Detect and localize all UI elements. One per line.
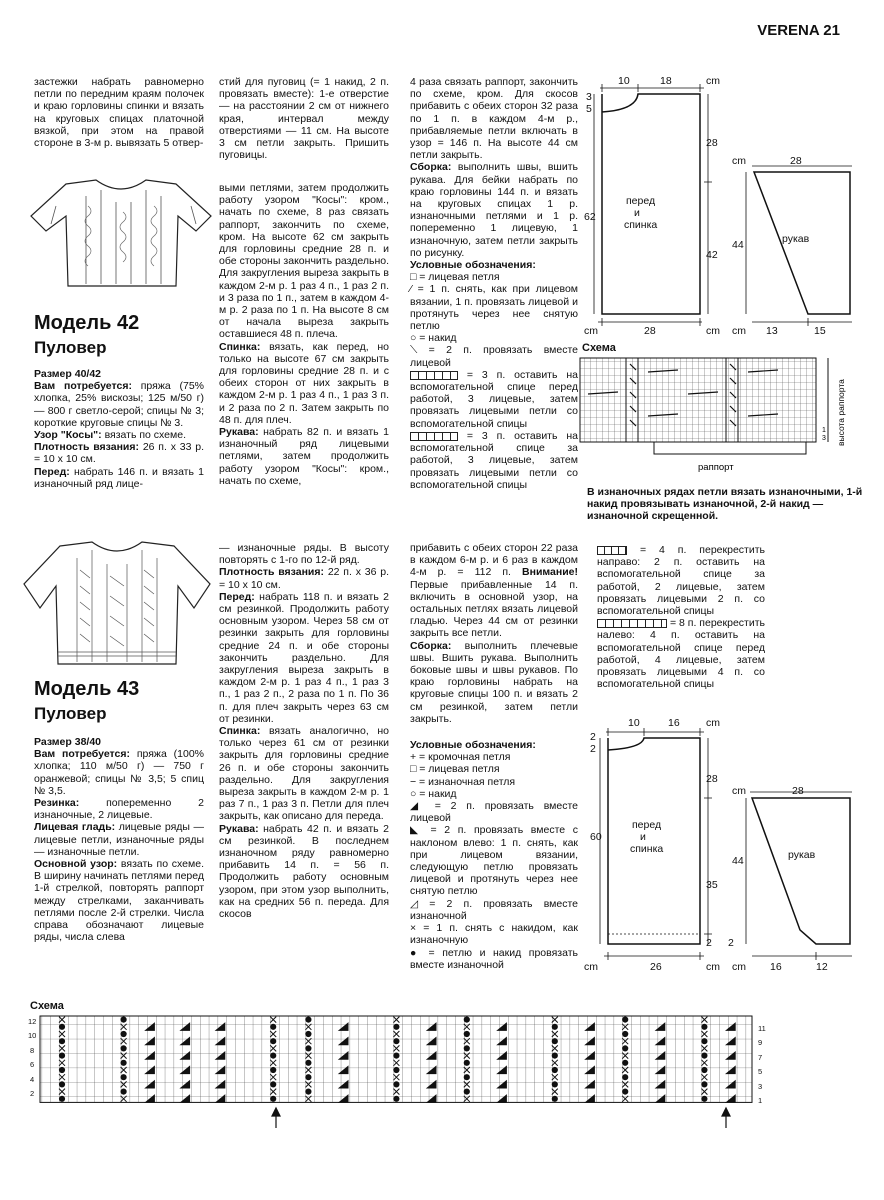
cable-right-icon — [410, 371, 458, 380]
purl-together-mark — [394, 1024, 399, 1029]
purl-together-mark — [623, 1017, 628, 1022]
m42-assembly-label: Сборка: — [410, 161, 452, 174]
m43-legend-8: ● = петлю и накид провязать вместе изнаночной — [410, 946, 578, 971]
m42-sleeve-label: Рукава: — [219, 426, 259, 439]
m43-row-7: 7 — [758, 1053, 763, 1062]
m43-schematic — [582, 712, 882, 974]
purl-together-mark — [306, 1075, 311, 1080]
m42-dim-5: 5 — [586, 103, 592, 115]
m43-row-8: 8 — [30, 1046, 35, 1055]
m42-pattern-label: Узор "Косы": — [34, 429, 102, 442]
m43-dim-2c: 2 — [706, 937, 712, 949]
m42-scheme-bottom-label: раппорт — [698, 462, 734, 473]
m42-col2-top: стий для пуговиц (= 1 накид, 2 п. провязать вместе): 1-е отверстие — на расстоянии 2 см от нижнего края, интервал между отверстиями — 11 см. На высоте 3 см петли закрыть. Пришить пуговицы. — [219, 76, 389, 162]
m42-sleeve-label: рукав — [782, 233, 810, 245]
m42-front-label-2: и — [634, 207, 640, 219]
purl-together-mark — [623, 1031, 628, 1036]
purl-together-mark — [702, 1039, 707, 1044]
m43-row-3: 3 — [758, 1082, 763, 1091]
m43-legend-title: Условные обозначения: — [410, 739, 536, 752]
m42-dim-3: 3 — [586, 91, 592, 103]
m43-front-label: Перед: — [219, 590, 255, 603]
m43-sleeve-cont: прибавить с обеих сторон 22 раза в каждом 6-м р. и 6 раз в каждом 4-м р. = 112 п. — [410, 542, 578, 579]
m43-front-label-3: спинка — [630, 843, 664, 855]
m43-legend-3: ○ = накид — [410, 787, 457, 800]
purl-together-mark — [464, 1075, 469, 1080]
m43-row-10: 10 — [28, 1031, 37, 1040]
m43-rib-label: Резинка: — [34, 797, 80, 810]
m43-row-1: 1 — [758, 1096, 763, 1105]
purl-together-mark — [394, 1067, 399, 1072]
m43-row-5: 5 — [758, 1067, 763, 1076]
m43-dim-2a: 2 — [590, 731, 596, 743]
magazine-title: VERENA 21 — [757, 22, 840, 39]
m43-row-2: 2 — [30, 1089, 35, 1098]
m43-row-12: 12 — [28, 1017, 37, 1026]
m43-assembly-text: выполнить плечевые швы. Вшить рукава. Выполнить боковые швы и швы рукавов. По краю горловины набрать на круговые спицы 100 п. и вязать 2 см резинкой, затем петли закрыть. — [410, 639, 578, 725]
m43-back-text: вязать аналогично, но только через 61 см от резинки закрыть для горловины средние 26 п. и обе стороны закончить раздельно. Для закругления выреза закрыть в каждом 2-м р. 1 раз 7 п., 1 раз 3 п. Петли для плеч закрыть, как описано для переда. — [219, 725, 390, 823]
m42-sleeve-cont: 4 раза связать раппорт, закончить по схеме, кром. Для скосов прибавить с обеих сторон 32 раза по 1 п. в каждом 4-м р., прибавляемые петли включать в узор = 146 п. На высоте 44 см петли закрыть. — [410, 76, 578, 162]
m42-legend-title: Условные обозначения: — [410, 259, 536, 272]
purl-together-mark — [702, 1067, 707, 1072]
m42-legend-1: ⁄ = 1 п. снять, как при лицевом вязании, 1 п. провязать лицевой и протянуть через нее снятую петлю — [410, 283, 578, 333]
m42-cable1: = 3 п. оставить на вспомогательной спице перед работой, 3 лицевые, затем провязать лицевыми петли со вспомогательной спицы — [410, 368, 578, 430]
m43-dim-2b: 2 — [590, 743, 596, 755]
m43-need-label: Вам потребуется: — [34, 748, 130, 761]
m43-legend-5: ◣ = 2 п. провязать вместе с наклоном влево: 1 п. снять, как при лицевом вязании, следующую петлю провязать лицевой и протянуть через нее снятую петлю — [410, 824, 578, 898]
m42-density-text: 26 п. х 33 р. = 10 х 10 см. — [34, 441, 204, 466]
m43-stock-text: лицевые ряды — лицевые петли, изнаночные ряды — изнаночные петли. — [34, 821, 204, 858]
purl-together-mark — [394, 1039, 399, 1044]
m42-sleeve-cm-b: cm — [732, 325, 746, 337]
m43-sweater-illustration — [22, 540, 212, 670]
m42-legend-2: ○ = накид — [410, 332, 457, 345]
m43-dim-28a: 28 — [706, 773, 718, 785]
m43-sleeve-label: рукав — [788, 849, 816, 861]
m43-dim-26: 26 — [650, 961, 662, 973]
m42-dim-28a: 28 — [706, 137, 718, 149]
m42-sleeve-15: 15 — [814, 325, 826, 337]
m43-col2 — [219, 542, 389, 920]
m42-size: Размер 40/42 — [34, 368, 102, 380]
m43-sleeve-cm: cm — [732, 785, 746, 797]
m43-legend-0: + = кромочная петля — [410, 751, 511, 764]
m42-materials — [34, 368, 204, 490]
m43-stock-label: Лицевая гладь: — [34, 821, 116, 834]
m43-assembly-label: Сборка: — [410, 639, 452, 652]
purl-together-mark — [552, 1096, 557, 1101]
m42-need-text: пряжа (75% хлопка, 25% вискозы; 125 м/50 г) — 800 г светло-серой; спицы № 3; короткие круговые спицы № 3. — [34, 380, 205, 429]
m43-back-label: Спинка: — [219, 725, 261, 738]
m43-dim-16: 16 — [668, 717, 680, 729]
m43-materials — [34, 736, 204, 943]
purl-together-mark — [394, 1082, 399, 1087]
purl-together-mark — [464, 1017, 469, 1022]
m43-sleeve-text: набрать 42 п. и вязать 2 см резинкой. В последнем изнаночном ряду равномерно прибавить 14 п. = 56 п. Продолжить работу основным узором, при этом узор выполнить, как на средних 56 п. переда. Для скосов — [219, 822, 389, 921]
purl-together-mark — [59, 1067, 64, 1072]
purl-together-mark — [552, 1039, 557, 1044]
purl-together-mark — [271, 1024, 276, 1029]
m43-scheme-chart — [24, 1010, 776, 1140]
purl-together-mark — [121, 1060, 126, 1065]
m42-sleeve-text: набрать 82 п. и вязать 1 изнаночный ряд лицевыми петлями, затем продолжить работу узором "Косы": кром., начать по схеме, — [219, 426, 389, 487]
m42-front-text: набрать 146 п. и вязать 1 изнаночный ряд лице- — [34, 465, 204, 490]
m42-sleeve-cm: cm — [732, 155, 746, 167]
m43-dim-cm-bottom: cm — [584, 961, 598, 973]
m42-sleeve-13: 13 — [766, 325, 778, 337]
m42-dim-10: 10 — [618, 75, 630, 87]
m42-front-label: Перед: — [34, 465, 70, 478]
m42-dim-62: 62 — [584, 211, 596, 223]
m43-dim-cm-top: cm — [706, 717, 720, 729]
purl-together-mark — [702, 1082, 707, 1087]
m43-density-label: Плотность вязания: — [219, 566, 325, 579]
m43-col3 — [410, 542, 578, 971]
m43-sleeve-28: 28 — [792, 785, 804, 797]
purl-together-mark — [271, 1067, 276, 1072]
m43-legend-1: □ = лицевая петля — [410, 763, 500, 776]
m43-scheme-title: Схема — [30, 1000, 64, 1012]
m42-legend-0: □ = лицевая петля — [410, 271, 500, 284]
m42-scheme-side-label: высота раппорта — [836, 379, 846, 446]
m43-front-label-1: перед — [632, 819, 662, 831]
purl-together-mark — [271, 1039, 276, 1044]
purl-together-mark — [552, 1082, 557, 1087]
purl-together-mark — [59, 1024, 64, 1029]
m43-dim-2d: 2 — [728, 937, 734, 949]
m42-sweater-illustration — [26, 176, 216, 294]
m42-dim-18: 18 — [660, 75, 672, 87]
m43-legend-7: × = 1 п. снять с накидом, как изнаночную — [410, 922, 578, 947]
m43-cable2: = 8 п. перекрестить налево: 4 п. оставить на вспомогательной спице перед работой, 4 лицевые, затем провязать лицевыми 4 п. со вспомогательной спицы — [597, 617, 765, 691]
m43-dim-60: 60 — [590, 831, 602, 843]
m43-sleeve-cm-b: cm — [732, 961, 746, 973]
purl-together-mark — [306, 1060, 311, 1065]
purl-together-mark — [552, 1053, 557, 1058]
cable-left-icon — [410, 432, 458, 441]
m42-dim-cm-bottom: cm — [584, 325, 598, 337]
purl-together-mark — [59, 1082, 64, 1087]
purl-together-mark — [623, 1089, 628, 1094]
purl-together-mark — [623, 1060, 628, 1065]
m43-main-text: вязать по схеме. В ширину начинать петлями перед 1-й стрелкой, повторять раппорт между стрелками, заканчивать петлями после 2-й стрелки. Числа справа обозначают лицевые ряды, числа слева — [34, 858, 204, 944]
purl-together-mark — [623, 1046, 628, 1051]
purl-together-mark — [552, 1024, 557, 1029]
purl-together-mark — [702, 1096, 707, 1101]
m43-attention-label: Внимание! — [522, 566, 578, 579]
m42-need-label: Вам потребуется: — [34, 380, 132, 393]
m43-cable1: = 4 п. перекрестить направо: 2 п. оставить на вспомогательной спице за работой, 2 лицевые, затем провязать лицевыми 2 п. со вспомогательной спицы — [597, 544, 765, 618]
m43-main-label: Основной узор: — [34, 858, 118, 871]
purl-together-mark — [306, 1089, 311, 1094]
m43-attention-text: Первые прибавленные 14 п. включить в основной узор, на остальных петлях вязать лицевой гладью. Через 44 см от резинки закрыть все петли. — [410, 578, 578, 640]
purl-together-mark — [702, 1024, 707, 1029]
m43-cables — [597, 544, 765, 690]
purl-together-mark — [306, 1031, 311, 1036]
m43-dim-10: 10 — [628, 717, 640, 729]
m43-row-11: 11 — [758, 1024, 766, 1033]
m42-front-cont: выми петлями, затем продолжить работу узором "Косы": кром., начать по схеме, 8 раз связать раппорт, закончить по схеме, кром. На высоте 62 см закрыть для горловины средние 28 п. и обе стороны закончить раздельно. Для закругления выреза закрыть в каждом 2-м р. 1 раз 4 п., 1 раз 2 п. и 3 раза по 1 п., затем в каждом 4-м р. 2 раза по 1 п. На высоте 8 см от начала выреза закрыть оставшиеся 48 п. плеча. — [219, 182, 389, 341]
purl-together-mark — [464, 1031, 469, 1036]
m42-assembly-text: выполнить швы, вшить рукава. Для бейки набрать по краю горловины 144 п. и вязать на круговых спицах 1 р. изнаночными петлями и 1 р. попеременно 1 лицевую, 1 изнаночную, затем петли закрыть по рисунку. — [410, 161, 578, 259]
m43-model-title: Модель 43 — [34, 678, 140, 700]
purl-together-mark — [59, 1096, 64, 1101]
m42-scheme-row-1: 1 — [822, 427, 826, 434]
m43-row-9: 9 — [758, 1038, 763, 1047]
purl-together-mark — [121, 1089, 126, 1094]
m43-sleeve-shape — [752, 798, 850, 944]
m43-front-text: набрать 118 п. и вязать 2 см резинкой. Продолжить работу основным узором. Через 58 см от резинки закрыть для горловины средние 24 п. и обе стороны закончить раздельно. Для закругления выреза закрыть в каждом 2-м р. 1 раз 4 п., 1 раз 3 п., 1 раз 2 п., 2 раза по 1 п. По 36 п. для плеч закрыть через 63 см от резинки. — [219, 590, 389, 725]
purl-together-mark — [271, 1053, 276, 1058]
m42-front-label-1: перед — [626, 195, 656, 207]
m43-sleeve-44: 44 — [732, 855, 744, 867]
m42-pattern-text: вязать по схеме. — [104, 429, 186, 442]
m42-scheme-row-3: 3 — [822, 435, 826, 442]
m42-model-title: Модель 42 — [34, 312, 140, 334]
m43-sleeve-16: 16 — [770, 961, 782, 973]
purl-together-mark — [702, 1053, 707, 1058]
purl-together-mark — [121, 1017, 126, 1022]
m42-back-label: Спинка: — [219, 340, 261, 353]
m43-dim-cm-b2: cm — [706, 961, 720, 973]
m43-rib-text: попеременно 2 изнаночные, 2 лицевые. — [34, 797, 205, 822]
m42-scheme-note: В изнаночных рядах петли вязать изнаночными, 1-й накид провязывать изнаночной, 2-й накид — изнаночной скрещенной. — [587, 486, 863, 522]
m43-legend-4: ◢ = 2 п. провязать вместе лицевой — [410, 800, 578, 825]
purl-together-mark — [394, 1096, 399, 1101]
purl-together-mark — [552, 1067, 557, 1072]
m42-scheme-chart — [578, 354, 884, 480]
m42-front-label-3: спинка — [624, 219, 658, 231]
purl-together-mark — [394, 1053, 399, 1058]
cable8-icon — [597, 619, 667, 628]
purl-together-mark — [121, 1031, 126, 1036]
m43-sleeve-12: 12 — [816, 961, 828, 973]
m43-dim-35: 35 — [706, 879, 718, 891]
purl-together-mark — [271, 1082, 276, 1087]
m42-schematic — [582, 72, 882, 342]
m42-col3 — [410, 76, 578, 491]
m42-dim-cm-top: cm — [706, 75, 720, 87]
m42-dim-42: 42 — [706, 249, 718, 261]
m43-need-text: пряжа (100% хлопка; 110 м/50 г) — 750 г оранжевой; спицы № 3,5; 5 спиц № 3,5. — [34, 748, 204, 797]
m42-legend-3: ⟍ = 2 п. провязать вместе лицевой — [410, 344, 578, 369]
purl-together-mark — [306, 1017, 311, 1022]
purl-together-mark — [623, 1075, 628, 1080]
m42-sleeve-44: 44 — [732, 239, 744, 251]
m42-col2-body — [219, 182, 389, 487]
purl-together-mark — [464, 1060, 469, 1065]
m43-row-4: 4 — [30, 1075, 35, 1084]
purl-together-mark — [59, 1039, 64, 1044]
m43-front-label-2: и — [640, 831, 646, 843]
purl-together-mark — [121, 1075, 126, 1080]
m43-rows-note: — изнаночные ряды. В высоту повторять с 1-го по 12-й ряд. — [219, 542, 389, 567]
purl-together-mark — [306, 1046, 311, 1051]
m42-dim-cm-b2: cm — [706, 325, 720, 337]
purl-together-mark — [121, 1046, 126, 1051]
m42-sleeve-28: 28 — [790, 155, 802, 167]
m42-subtitle: Пуловер — [34, 338, 107, 357]
purl-together-mark — [271, 1096, 276, 1101]
m42-density-label: Плотность вязания: — [34, 441, 140, 454]
m43-subtitle: Пуловер — [34, 704, 107, 723]
m43-size: Размер 38/40 — [34, 736, 102, 748]
purl-together-mark — [59, 1053, 64, 1058]
purl-together-mark — [464, 1046, 469, 1051]
m43-legend-2: − = изнаночная петля — [410, 775, 516, 788]
m42-dim-28b: 28 — [644, 325, 656, 337]
m43-sleeve-label: Рукава: — [219, 822, 259, 835]
cable4-icon — [597, 546, 627, 555]
m42-scheme-title: Схема — [582, 342, 616, 354]
m43-legend-6: ◿ = 2 п. провязать вместе изнаночной — [410, 897, 578, 922]
m42-intro-text: застежки набрать равномерно петли по передним краям полочек и краю горловины спинки и вязать на круговых спицах платочной вязкой, при этом на правой стороне в 3-м р. вывязать 5 отвер- — [34, 76, 204, 150]
m43-density-text: 22 п. х 36 р. = 10 х 10 см. — [219, 566, 389, 591]
m42-back-text: вязать, как перед, но только на высоте 67 см закрыть для горловины средние 28 п. и с обеих сторон от них закрыть в каждом 2-м р. 1 раз 4 п., 1 раз 3 п. и 2 раза по 2 п. Затем закрыть по 48 п. для плеч. — [219, 340, 389, 426]
m42-cable2: = 3 п. оставить на вспомогательной спице за работой, 3 лицевые, затем провязать лицевыми петли со вспомогательной спицы — [410, 429, 578, 491]
purl-together-mark — [464, 1089, 469, 1094]
m43-front-back-shape — [608, 738, 700, 944]
m43-row-6: 6 — [30, 1060, 35, 1069]
